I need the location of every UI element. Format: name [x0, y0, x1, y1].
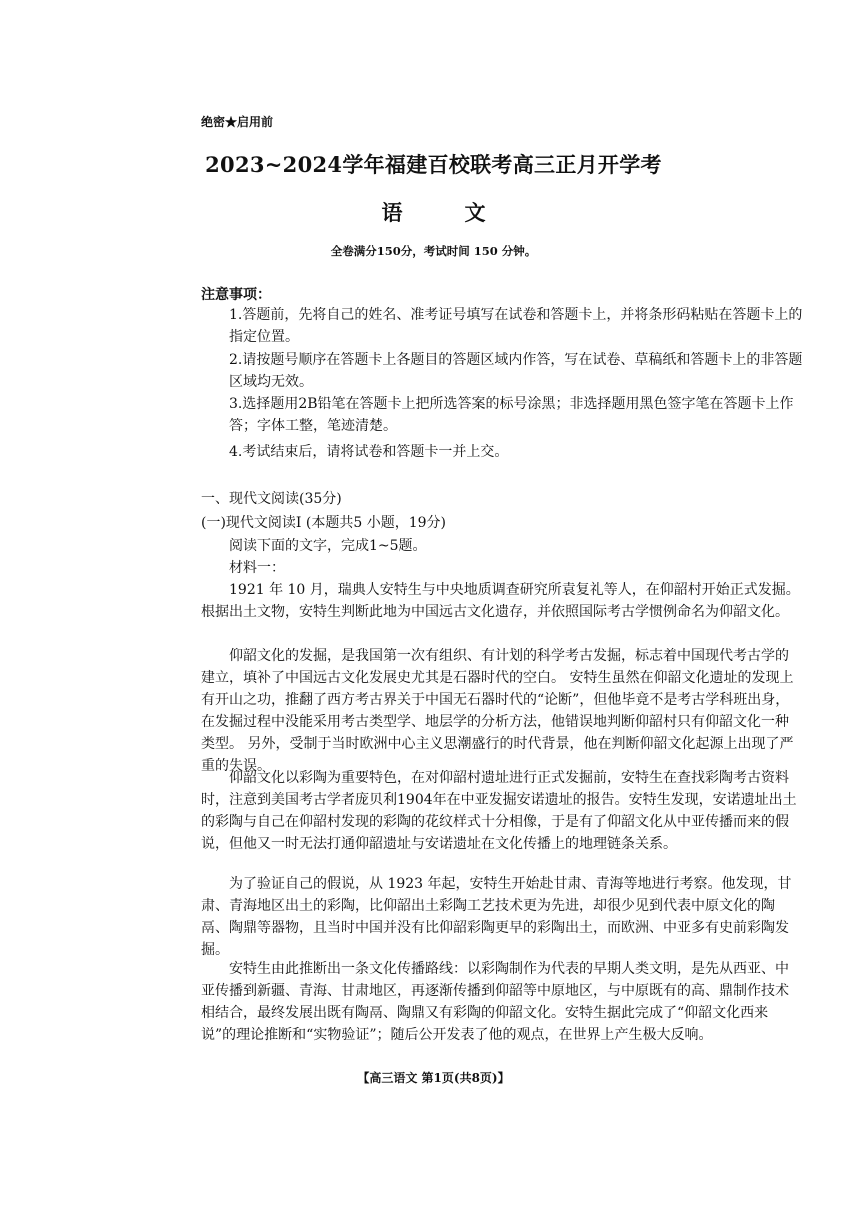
exam-title: 2023~2024学年福建百校联考高三正月开学考 [205, 152, 662, 177]
subject-title [0, 197, 867, 227]
reading-instruction: 阅读下面的文字，完成1~5题。 [229, 538, 427, 554]
exam-info: 全卷满分150分，考试时间 150 分钟。 [330, 244, 537, 258]
paragraph-4: 为了验证自己的假说，从 1923 年起，安特生开始赴甘肃、青海等地进行考察。他发现，甘肃、青海地区出土的彩陶，比仰韶出土彩陶工艺技术更为先进，却很少见到代表中原文化的陶鬲、陶鼎等器物，且当时中国并没有比仰韶彩陶更早的彩陶出土，而欧洲、中亚多有史前彩陶发掘。 [201, 876, 792, 958]
note-item-4: 4.考试结束后，请将试卷和答题卡一并上交。 [229, 444, 509, 460]
page-footer: 【高三语文 第1页(共8页)】 [357, 1071, 510, 1085]
subsection-heading: (一)现代文阅读Ⅰ (本题共5 小题，19分) [201, 515, 446, 531]
confidential-label: 绝密★启用前 [201, 115, 274, 129]
section-heading: 一、现代文阅读(35分) [201, 491, 342, 507]
note-item-3: 3.选择题用2B铅笔在答题卡上把所选答案的标号涂黑；非选择题用黑色签字笔在答题卡上作答；字体工整，笔迹清楚。 [229, 396, 794, 434]
subject-char-1: 语 [381, 200, 403, 225]
subject-char-2: 文 [464, 200, 486, 225]
note-item-2: 2.请按题号顺序在答题卡上各题目的答题区域内作答，写在试卷、草稿纸和答题卡上的非答题区域均无效。 [229, 352, 803, 390]
paragraph-3: 仰韶文化以彩陶为重要特色，在对仰韶村遗址进行正式发掘前，安特生在查找彩陶考古资料时，注意到美国考古学者庞贝利1904年在中亚发掘安诺遗址的报告。安特生发现，安诺遗址出土的彩陶与自己在仰韶村发现的彩陶的花纹样式十分相像，于是有了仰韶文化从中亚传播而来的假说，但他又一时无法打通仰韶遗址与安诺遗址在文化传播上的地理链条关系。 [201, 770, 797, 852]
material-label: 材料一： [229, 560, 285, 576]
note-item-1: 1.答题前，先将自己的姓名、准考证号填写在试卷和答题卡上，并将条形码粘贴在答题卡上的指定位置。 [229, 307, 803, 345]
paragraph-2: 仰韶文化的发掘，是我国第一次有组织、有计划的科学考古发掘，标志着中国现代考古学的建立，填补了中国远古文化发展史尤其是石器时代的空白。 安特生虽然在仰韶文化遗址的发现上有开山之功，推翻了西方考古界关于中国无石器时代的“论断”，但他毕竟不是考古学科班出身，在发掘过程中没能采用考古类型学、地层学的分析方法，他错误地判断仰韶村只有仰韶文化一种类型。 另外，受制于当时欧洲中心主义思潮盛行的时代背景，他在判断仰韶文化起源上出现了严重的失误。 [201, 648, 794, 774]
paragraph-1: 1921 年 10 月，瑞典人安特生与中央地质调查研究所袁复礼等人，在仰韶村开始正式发掘。根据出土文物，安特生判断此地为中国远古文化遗存，并依照国际考古学惯例命名为仰韶文化。 [201, 582, 800, 620]
notes-heading: 注意事项： [201, 287, 271, 303]
paragraph-5: 安特生由此推断出一条文化传播路线：以彩陶制作为代表的早期人类文明，是先从西亚、中亚传播到新疆、青海、甘肃地区，再逐渐传播到仰韶等中原地区，与中原既有的高、鼎制作技术相结合，最终发展出既有陶鬲、陶鼎又有彩陶的仰韶文化。安特生据此完成了“仰韶文化西来说”的理论推断和“实物验证”；随后公开发表了他的观点，在世界上产生极大反响。 [201, 961, 789, 1043]
